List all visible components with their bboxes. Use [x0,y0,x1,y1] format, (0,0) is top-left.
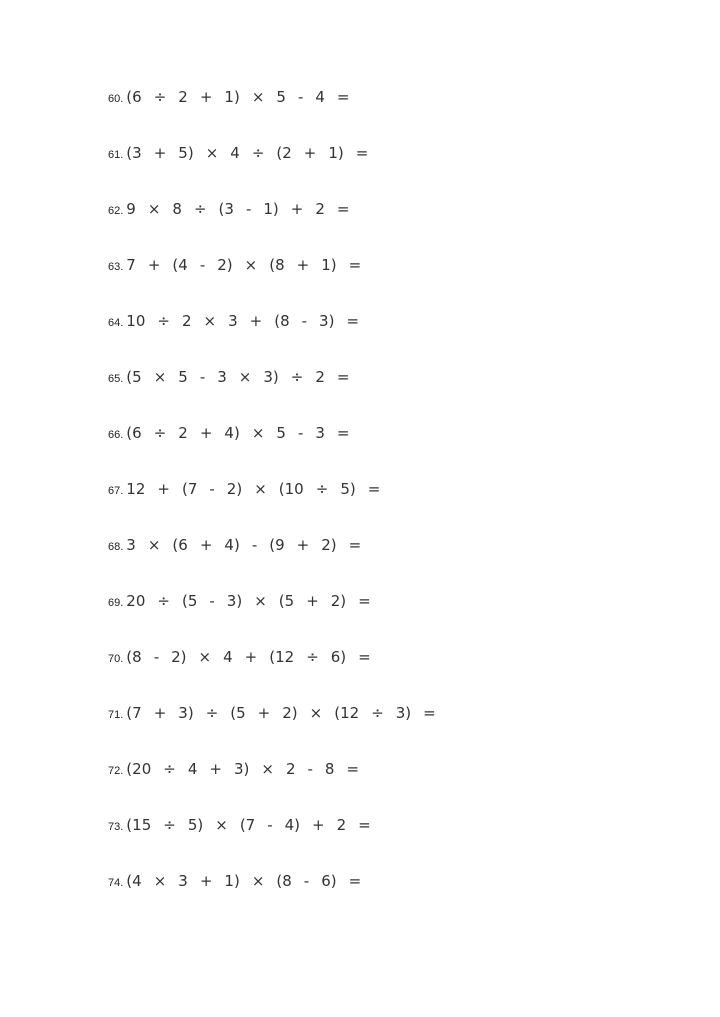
problem-row [108,536,361,560]
expression-token: + [199,424,213,442]
expression-token: + [306,592,319,610]
expression-token: + [153,144,167,162]
expression-token: = [346,312,360,330]
expression-token: 1) [321,256,337,274]
expression-token: + [296,256,310,274]
problem-expression [126,256,361,274]
expression-token: 4 [230,144,240,162]
expression-token: = [358,816,371,834]
expression-token: ÷ [163,816,176,834]
expression-token: 3) [319,312,335,330]
problem-number: 69. [108,597,124,609]
problem-number: 71. [108,709,124,721]
expression-token: 5 [178,368,188,386]
expression-token: ÷ [157,312,170,330]
expression-token: (6 [172,536,188,554]
expression-token: (5 [126,368,142,386]
expression-token: 8 [172,200,182,218]
expression-token: ÷ [157,592,170,610]
expression-token: 3) [226,592,243,610]
expression-token: 1) [224,872,240,890]
problem-expression [126,648,370,666]
expression-token: - [297,88,304,106]
expression-token: × [309,704,323,722]
problem-row [108,872,361,896]
expression-token: = [348,536,362,554]
expression-token: (8 [126,648,142,666]
expression-token: 2) [321,536,337,554]
problem-expression [126,424,349,442]
expression-token: = [336,368,350,386]
expression-token: (6 [126,424,142,442]
expression-token: + [199,872,213,890]
expression-token: 2) [217,256,233,274]
problem-expression [126,88,349,106]
expression-token: + [257,704,271,722]
expression-token: × [238,368,252,386]
expression-token: 2) [171,648,187,666]
problem-expression [126,312,359,330]
expression-token: + [209,760,222,778]
problem-row [108,144,368,168]
expression-token: + [153,704,167,722]
expression-token: - [199,256,206,274]
expression-token: + [147,256,161,274]
expression-token: + [157,480,170,498]
problem-row [108,368,349,392]
expression-token: 4 [223,648,233,666]
expression-token: ÷ [371,704,384,722]
expression-token: ÷ [153,88,167,106]
expression-token: (9 [269,536,285,554]
expression-token: + [199,88,213,106]
expression-token: 2 [315,368,325,386]
expression-token: 4 [187,760,198,778]
problem-expression [126,480,380,498]
expression-token: 2 [178,424,188,442]
problem-expression [126,760,359,778]
expression-token: × [261,760,274,778]
expression-token: 3 [178,872,188,890]
expression-token: + [312,816,325,834]
expression-token: 2 [315,200,325,218]
expression-token: × [153,872,167,890]
problem-row [108,200,349,224]
expression-token: (5 [230,704,246,722]
expression-token: + [199,536,213,554]
problem-number: 65. [108,373,124,385]
expression-token: 5) [187,816,204,834]
expression-token: (20 [126,760,152,778]
expression-token: + [249,312,263,330]
expression-token: ÷ [153,424,167,442]
expression-token: = [358,648,371,666]
expression-token: = [348,872,362,890]
problem-expression [126,872,361,890]
expression-token: 3) [233,760,250,778]
expression-token: (8 [274,312,290,330]
expression-token: + [290,200,304,218]
expression-token: (7 [126,704,142,722]
expression-token: = [367,480,381,498]
expression-token: + [296,536,310,554]
problem-expression [126,144,368,162]
expression-token: 2 [178,88,188,106]
expression-token: 4) [224,424,240,442]
problem-row [108,760,359,784]
expression-token: (6 [126,88,142,106]
problem-expression [126,536,361,554]
problem-row [108,424,349,448]
expression-token: 3) [395,704,412,722]
expression-token: (3 [218,200,234,218]
expression-token: 7 [126,256,136,274]
expression-token: = [336,88,350,106]
problem-number: 66. [108,429,124,441]
expression-token: 9 [126,200,136,218]
expression-token: × [251,88,265,106]
expression-token: 3 [315,424,325,442]
problem-expression [126,200,349,218]
expression-token: - [209,592,215,610]
expression-token: - [297,424,304,442]
expression-token: (15 [126,816,152,834]
expression-token: ÷ [251,144,265,162]
expression-token: × [215,816,228,834]
problem-expression [126,592,370,610]
problem-row [108,648,371,672]
problem-number: 60. [108,93,124,105]
expression-token: 2) [282,704,298,722]
expression-token: + [303,144,317,162]
expression-token: (4 [172,256,188,274]
expression-token: + [244,648,258,666]
expression-token: 6) [330,648,347,666]
expression-token: 4) [224,536,240,554]
expression-token: - [153,648,160,666]
expression-token: = [423,704,436,722]
expression-token: 8 [324,760,335,778]
expression-token: = [336,200,350,218]
expression-token: 6) [321,872,337,890]
expression-token: (8 [269,256,285,274]
expression-token: × [198,648,212,666]
problem-number: 68. [108,541,124,553]
expression-token: ÷ [315,480,329,498]
expression-token: (10 [278,480,304,498]
problem-number: 61. [108,149,124,161]
expression-token: ÷ [290,368,304,386]
problem-row [108,88,349,112]
expression-token: 20 [126,592,146,610]
expression-token: 3) [263,368,279,386]
expression-token: × [147,536,161,554]
expression-token: 1) [263,200,279,218]
problem-row [108,816,371,840]
expression-token: - [245,200,252,218]
expression-token: (12 [334,704,360,722]
expression-token: = [346,760,360,778]
expression-token: ÷ [163,760,176,778]
problem-number: 63. [108,261,124,273]
expression-token: 4 [315,88,325,106]
expression-token: 5 [276,424,286,442]
expression-token: × [205,144,219,162]
expression-token: - [267,816,273,834]
problem-number: 67. [108,485,124,497]
problem-number: 72. [108,765,124,777]
expression-token: = [348,256,362,274]
problem-number: 62. [108,205,124,217]
expression-token: 2) [330,592,347,610]
problem-number: 64. [108,317,124,329]
expression-token: (2 [276,144,292,162]
expression-token: 5) [178,144,194,162]
expression-token: 5 [276,88,286,106]
expression-token: (7 [181,480,198,498]
expression-token: (5 [181,592,198,610]
problem-expression [126,704,435,722]
expression-token: 2) [226,480,243,498]
expression-token: (5 [278,592,295,610]
expression-token: (8 [276,872,292,890]
expression-token: = [358,592,371,610]
expression-token: (4 [126,872,142,890]
expression-token: 3 [126,536,136,554]
expression-token: 12 [126,480,146,498]
expression-token: × [254,592,267,610]
expression-token: × [251,424,265,442]
expression-token: - [301,312,308,330]
expression-token: ÷ [205,704,219,722]
expression-token: - [251,536,258,554]
expression-token: 2 [285,760,296,778]
expression-token: × [203,312,217,330]
problem-expression [126,368,349,386]
expression-token: 3 [228,312,238,330]
expression-token: 4) [284,816,301,834]
expression-token: ÷ [193,200,207,218]
problem-number: 74. [108,877,124,889]
expression-token: 1) [328,144,344,162]
problem-expression [126,816,370,834]
expression-token: 3) [178,704,194,722]
expression-token: ÷ [306,648,319,666]
problem-row [108,592,371,616]
expression-token: 2 [181,312,192,330]
expression-token: 10 [126,312,146,330]
expression-token: (3 [126,144,142,162]
expression-token: 5) [340,480,356,498]
expression-token: (12 [269,648,295,666]
expression-token: × [251,872,265,890]
expression-token: = [355,144,369,162]
expression-token: × [244,256,258,274]
problem-number: 73. [108,821,124,833]
expression-token: 3 [217,368,227,386]
expression-token: × [153,368,167,386]
problem-row [108,480,380,504]
expression-token: × [254,480,267,498]
expression-token: - [307,760,313,778]
expression-token: - [199,368,206,386]
expression-token: - [209,480,215,498]
problem-row [108,312,359,336]
expression-token: × [147,200,161,218]
expression-token: 1) [224,88,240,106]
expression-token: - [303,872,310,890]
expression-token: = [336,424,350,442]
problem-number: 70. [108,653,124,665]
expression-token: (7 [239,816,256,834]
expression-token: 2 [336,816,347,834]
problem-row [108,256,361,280]
problem-row [108,704,436,728]
